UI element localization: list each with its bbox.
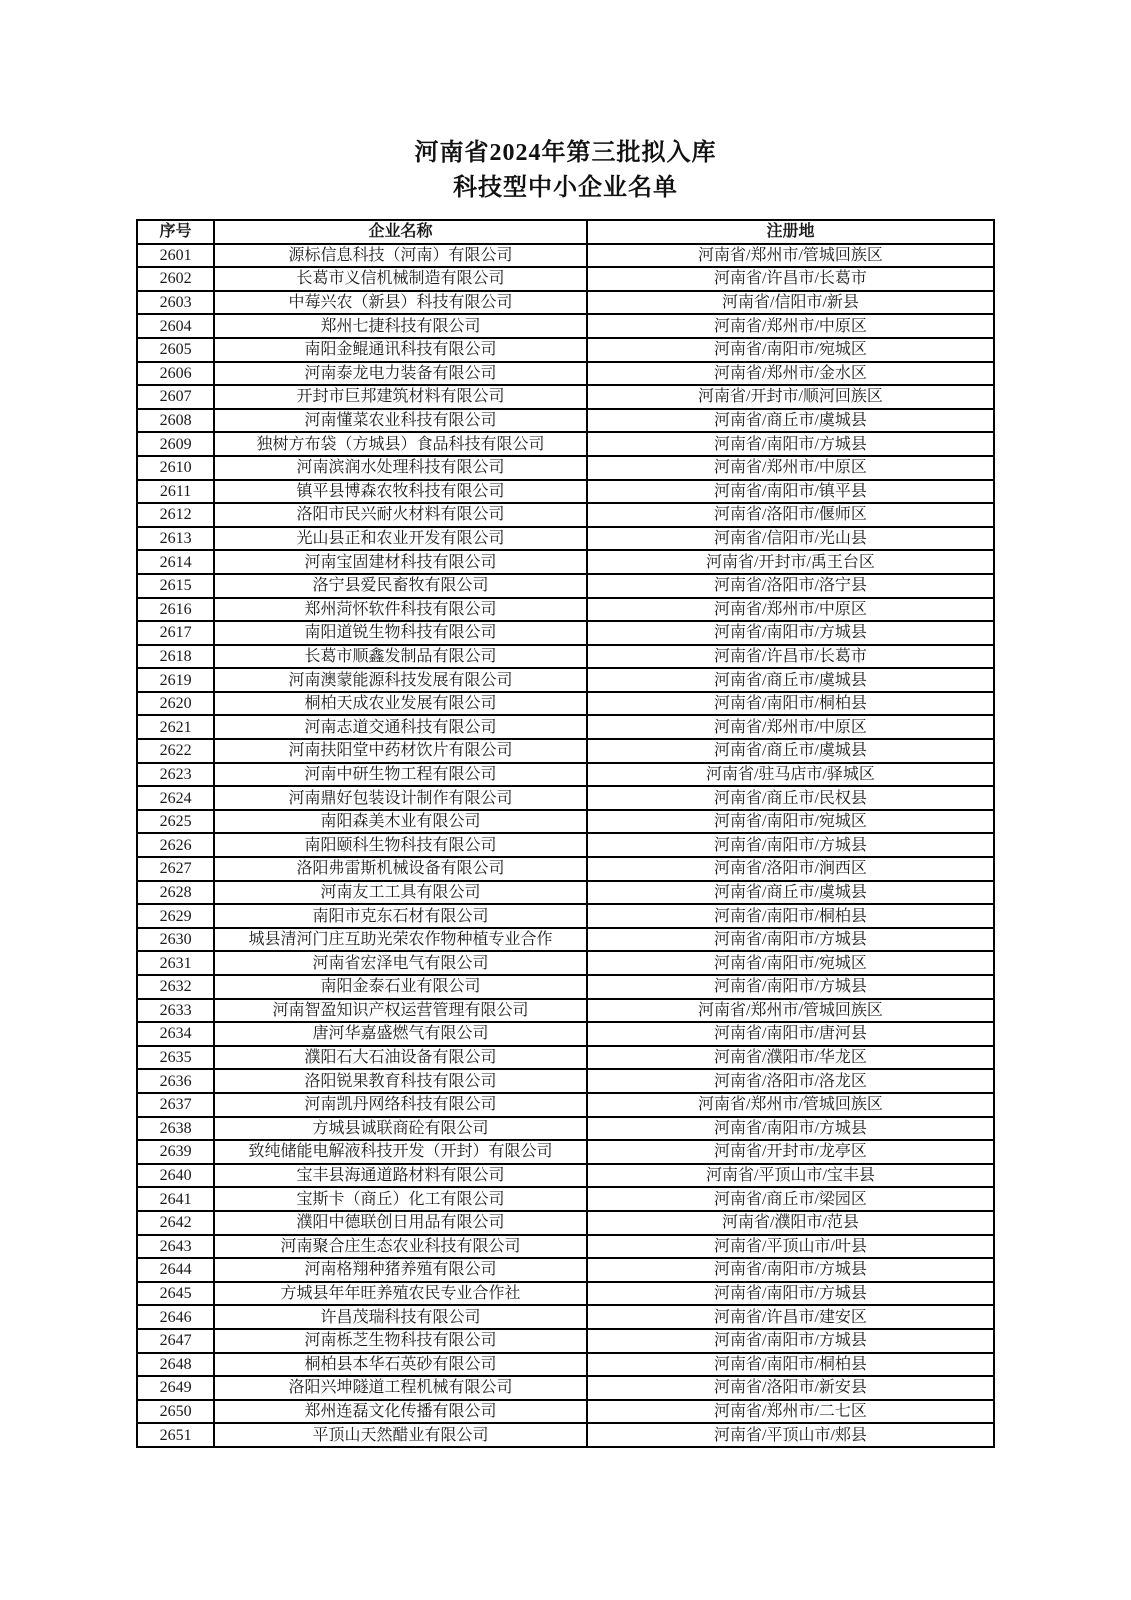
location-cell: 河南省/南阳市/方城县 — [587, 1282, 994, 1306]
company-cell: 郑州七捷科技有限公司 — [214, 314, 587, 338]
serial-cell: 2620 — [137, 692, 214, 716]
serial-cell: 2614 — [137, 550, 214, 574]
company-cell: 城县清河门庄互助光荣农作物种植专业合作 — [214, 928, 587, 952]
table-row — [137, 810, 994, 834]
location-cell: 河南省/郑州市/金水区 — [587, 362, 994, 386]
location-cell: 河南省/信阳市/新县 — [587, 291, 994, 315]
serial-cell: 2625 — [137, 810, 214, 834]
table-row — [137, 1235, 994, 1259]
location-cell: 河南省/郑州市/二七区 — [587, 1400, 994, 1424]
serial-cell: 2608 — [137, 409, 214, 433]
company-cell: 长葛市顺鑫发制品有限公司 — [214, 645, 587, 669]
serial-cell: 2633 — [137, 999, 214, 1023]
header-registration-location: 注册地 — [587, 220, 994, 244]
location-cell: 河南省/南阳市/方城县 — [587, 1258, 994, 1282]
location-cell: 河南省/驻马店市/驿城区 — [587, 763, 994, 787]
serial-cell: 2612 — [137, 503, 214, 527]
company-cell: 平顶山天然醋业有限公司 — [214, 1423, 587, 1447]
company-cell: 洛阳兴坤隧道工程机械有限公司 — [214, 1376, 587, 1400]
serial-cell: 2631 — [137, 951, 214, 975]
location-cell: 河南省/洛阳市/涧西区 — [587, 857, 994, 881]
serial-cell: 2615 — [137, 574, 214, 598]
location-cell: 河南省/许昌市/长葛市 — [587, 267, 994, 291]
document-page — [136, 0, 995, 1448]
table-row — [137, 1305, 994, 1329]
serial-cell: 2619 — [137, 668, 214, 692]
serial-cell: 2622 — [137, 739, 214, 763]
table-row — [137, 244, 994, 268]
location-cell: 河南省/商丘市/虞城县 — [587, 409, 994, 433]
serial-cell: 2616 — [137, 598, 214, 622]
location-cell: 河南省/商丘市/民权县 — [587, 786, 994, 810]
company-cell: 南阳森美木业有限公司 — [214, 810, 587, 834]
company-table — [136, 219, 995, 1448]
location-cell: 河南省/南阳市/宛城区 — [587, 338, 994, 362]
table-row — [137, 598, 994, 622]
serial-cell: 2636 — [137, 1069, 214, 1093]
table-row — [137, 692, 994, 716]
location-cell: 河南省/南阳市/方城县 — [587, 975, 994, 999]
location-cell: 河南省/郑州市/管城回族区 — [587, 1093, 994, 1117]
serial-cell: 2648 — [137, 1353, 214, 1377]
location-cell: 河南省/商丘市/虞城县 — [587, 668, 994, 692]
table-row — [137, 1376, 994, 1400]
company-cell: 河南聚合庄生态农业科技有限公司 — [214, 1235, 587, 1259]
company-cell: 方城县年年旺养殖农民专业合作社 — [214, 1282, 587, 1306]
location-cell: 河南省/南阳市/唐河县 — [587, 1022, 994, 1046]
serial-cell: 2623 — [137, 763, 214, 787]
document-title — [136, 136, 995, 206]
serial-cell: 2642 — [137, 1211, 214, 1235]
location-cell: 河南省/南阳市/宛城区 — [587, 810, 994, 834]
location-cell: 河南省/商丘市/虞城县 — [587, 881, 994, 905]
company-cell: 河南澳蒙能源科技发展有限公司 — [214, 668, 587, 692]
company-cell: 河南宝固建材科技有限公司 — [214, 550, 587, 574]
location-cell: 河南省/郑州市/中原区 — [587, 456, 994, 480]
table-row — [137, 763, 994, 787]
location-cell: 河南省/南阳市/宛城区 — [587, 951, 994, 975]
company-cell: 洛宁县爱民畜牧有限公司 — [214, 574, 587, 598]
table-row — [137, 904, 994, 928]
company-cell: 宝丰县海通道路材料有限公司 — [214, 1164, 587, 1188]
location-cell: 河南省/南阳市/方城县 — [587, 928, 994, 952]
serial-cell: 2610 — [137, 456, 214, 480]
location-cell: 河南省/郑州市/管城回族区 — [587, 244, 994, 268]
serial-cell: 2645 — [137, 1282, 214, 1306]
serial-cell: 2607 — [137, 385, 214, 409]
serial-cell: 2629 — [137, 904, 214, 928]
company-cell: 独树方布袋（方城县）食品科技有限公司 — [214, 432, 587, 456]
table-row — [137, 881, 994, 905]
serial-cell: 2632 — [137, 975, 214, 999]
table-row — [137, 314, 994, 338]
table-row — [137, 928, 994, 952]
serial-cell: 2606 — [137, 362, 214, 386]
company-cell: 郑州连磊文化传播有限公司 — [214, 1400, 587, 1424]
company-cell: 南阳市克东石材有限公司 — [214, 904, 587, 928]
serial-cell: 2611 — [137, 480, 214, 504]
serial-cell: 2640 — [137, 1164, 214, 1188]
serial-cell: 2627 — [137, 857, 214, 881]
location-cell: 河南省/南阳市/桐柏县 — [587, 692, 994, 716]
serial-cell: 2602 — [137, 267, 214, 291]
serial-cell: 2626 — [137, 833, 214, 857]
company-cell: 方城县诚联商砼有限公司 — [214, 1117, 587, 1141]
serial-cell: 2617 — [137, 621, 214, 645]
table-row — [137, 1400, 994, 1424]
company-cell: 许昌茂瑞科技有限公司 — [214, 1305, 587, 1329]
table-row — [137, 338, 994, 362]
table-row — [137, 621, 994, 645]
company-cell: 郑州菏怀软件科技有限公司 — [214, 598, 587, 622]
table-row — [137, 999, 994, 1023]
table-row — [137, 1353, 994, 1377]
table-row — [137, 857, 994, 881]
location-cell: 河南省/郑州市/中原区 — [587, 715, 994, 739]
company-cell: 河南泰龙电力装备有限公司 — [214, 362, 587, 386]
table-header-row — [137, 220, 994, 244]
company-cell: 南阳金鲲通讯科技有限公司 — [214, 338, 587, 362]
table-row — [137, 480, 994, 504]
location-cell: 河南省/濮阳市/范县 — [587, 1211, 994, 1235]
table-row — [137, 715, 994, 739]
document-title-line-2: 科技型中小企业名单 — [453, 175, 678, 201]
location-cell: 河南省/南阳市/方城县 — [587, 833, 994, 857]
table-row — [137, 786, 994, 810]
company-cell: 濮阳中德联创日用品有限公司 — [214, 1211, 587, 1235]
company-cell: 洛阳市民兴耐火材料有限公司 — [214, 503, 587, 527]
location-cell: 河南省/商丘市/虞城县 — [587, 739, 994, 763]
company-cell: 河南鼎好包装设计制作有限公司 — [214, 786, 587, 810]
location-cell: 河南省/平顶山市/叶县 — [587, 1235, 994, 1259]
serial-cell: 2621 — [137, 715, 214, 739]
location-cell: 河南省/濮阳市/华龙区 — [587, 1046, 994, 1070]
table-row — [137, 739, 994, 763]
table-row — [137, 527, 994, 551]
serial-cell: 2628 — [137, 881, 214, 905]
table-row — [137, 1211, 994, 1235]
serial-cell: 2638 — [137, 1117, 214, 1141]
company-cell: 唐河华嘉盛燃气有限公司 — [214, 1022, 587, 1046]
serial-cell: 2604 — [137, 314, 214, 338]
company-cell: 源标信息科技（河南）有限公司 — [214, 244, 587, 268]
serial-cell: 2651 — [137, 1423, 214, 1447]
table-row — [137, 1140, 994, 1164]
table-row — [137, 1258, 994, 1282]
location-cell: 河南省/开封市/禹王台区 — [587, 550, 994, 574]
company-cell: 洛阳弗雷斯机械设备有限公司 — [214, 857, 587, 881]
table-row — [137, 645, 994, 669]
table-row — [137, 833, 994, 857]
company-cell: 濮阳石大石油设备有限公司 — [214, 1046, 587, 1070]
serial-cell: 2641 — [137, 1187, 214, 1211]
table-row — [137, 432, 994, 456]
location-cell: 河南省/南阳市/方城县 — [587, 1117, 994, 1141]
serial-cell: 2637 — [137, 1093, 214, 1117]
location-cell: 河南省/洛阳市/洛龙区 — [587, 1069, 994, 1093]
table-row — [137, 951, 994, 975]
serial-cell: 2609 — [137, 432, 214, 456]
serial-cell: 2639 — [137, 1140, 214, 1164]
location-cell: 河南省/南阳市/方城县 — [587, 432, 994, 456]
location-cell: 河南省/南阳市/方城县 — [587, 1329, 994, 1353]
table-row — [137, 1329, 994, 1353]
serial-cell: 2644 — [137, 1258, 214, 1282]
company-cell: 南阳金泰石业有限公司 — [214, 975, 587, 999]
serial-cell: 2646 — [137, 1305, 214, 1329]
location-cell: 河南省/平顶山市/郏县 — [587, 1423, 994, 1447]
location-cell: 河南省/信阳市/光山县 — [587, 527, 994, 551]
table-row — [137, 1069, 994, 1093]
table-row — [137, 362, 994, 386]
serial-cell: 2643 — [137, 1235, 214, 1259]
serial-cell: 2601 — [137, 244, 214, 268]
location-cell: 河南省/南阳市/镇平县 — [587, 480, 994, 504]
table-row — [137, 1282, 994, 1306]
company-cell: 河南志道交通科技有限公司 — [214, 715, 587, 739]
table-row — [137, 1046, 994, 1070]
location-cell: 河南省/开封市/龙亭区 — [587, 1140, 994, 1164]
serial-cell: 2624 — [137, 786, 214, 810]
table-row — [137, 1423, 994, 1447]
company-cell: 河南懂菜农业科技有限公司 — [214, 409, 587, 433]
company-cell: 南阳道锐生物科技有限公司 — [214, 621, 587, 645]
company-cell: 河南友工工具有限公司 — [214, 881, 587, 905]
location-cell: 河南省/郑州市/中原区 — [587, 598, 994, 622]
company-cell: 河南扶阳堂中药材饮片有限公司 — [214, 739, 587, 763]
location-cell: 河南省/南阳市/桐柏县 — [587, 904, 994, 928]
serial-cell: 2613 — [137, 527, 214, 551]
company-cell: 桐柏天成农业发展有限公司 — [214, 692, 587, 716]
table-row — [137, 456, 994, 480]
table-row — [137, 267, 994, 291]
company-cell: 致纯储能电解液科技开发（开封）有限公司 — [214, 1140, 587, 1164]
table-row — [137, 1093, 994, 1117]
table-row — [137, 1022, 994, 1046]
company-cell: 桐柏县本华石英砂有限公司 — [214, 1353, 587, 1377]
serial-cell: 2618 — [137, 645, 214, 669]
location-cell: 河南省/许昌市/长葛市 — [587, 645, 994, 669]
header-company-name: 企业名称 — [214, 220, 587, 244]
serial-cell: 2650 — [137, 1400, 214, 1424]
table-row — [137, 550, 994, 574]
location-cell: 河南省/开封市/顺河回族区 — [587, 385, 994, 409]
company-cell: 镇平县博森农牧科技有限公司 — [214, 480, 587, 504]
table-row — [137, 975, 994, 999]
company-cell: 光山县正和农业开发有限公司 — [214, 527, 587, 551]
serial-cell: 2603 — [137, 291, 214, 315]
table-row — [137, 409, 994, 433]
company-cell: 宝斯卡（商丘）化工有限公司 — [214, 1187, 587, 1211]
serial-cell: 2647 — [137, 1329, 214, 1353]
location-cell: 河南省/郑州市/中原区 — [587, 314, 994, 338]
company-cell: 开封市巨邦建筑材料有限公司 — [214, 385, 587, 409]
location-cell: 河南省/洛阳市/洛宁县 — [587, 574, 994, 598]
table-row — [137, 1164, 994, 1188]
serial-cell: 2630 — [137, 928, 214, 952]
serial-cell: 2635 — [137, 1046, 214, 1070]
company-cell: 河南中研生物工程有限公司 — [214, 763, 587, 787]
location-cell: 河南省/洛阳市/偃师区 — [587, 503, 994, 527]
location-cell: 河南省/平顶山市/宝丰县 — [587, 1164, 994, 1188]
location-cell: 河南省/郑州市/管城回族区 — [587, 999, 994, 1023]
company-cell: 河南栎芝生物科技有限公司 — [214, 1329, 587, 1353]
table-row — [137, 668, 994, 692]
company-cell: 河南省宏泽电气有限公司 — [214, 951, 587, 975]
company-cell: 河南格翔种猪养殖有限公司 — [214, 1258, 587, 1282]
table-row — [137, 291, 994, 315]
serial-cell: 2649 — [137, 1376, 214, 1400]
table-row — [137, 503, 994, 527]
serial-cell: 2605 — [137, 338, 214, 362]
table-row — [137, 385, 994, 409]
serial-cell: 2634 — [137, 1022, 214, 1046]
location-cell: 河南省/南阳市/桐柏县 — [587, 1353, 994, 1377]
company-cell: 河南智盈知识产权运营管理有限公司 — [214, 999, 587, 1023]
company-cell: 南阳颐科生物科技有限公司 — [214, 833, 587, 857]
location-cell: 河南省/洛阳市/新安县 — [587, 1376, 994, 1400]
company-cell: 中莓兴农（新县）科技有限公司 — [214, 291, 587, 315]
company-cell: 洛阳锐果教育科技有限公司 — [214, 1069, 587, 1093]
company-cell: 河南滨润水处理科技有限公司 — [214, 456, 587, 480]
table-row — [137, 574, 994, 598]
company-cell: 长葛市义信机械制造有限公司 — [214, 267, 587, 291]
table-row — [137, 1117, 994, 1141]
location-cell: 河南省/南阳市/方城县 — [587, 621, 994, 645]
table-row — [137, 1187, 994, 1211]
header-serial: 序号 — [137, 220, 214, 244]
location-cell: 河南省/许昌市/建安区 — [587, 1305, 994, 1329]
location-cell: 河南省/商丘市/梁园区 — [587, 1187, 994, 1211]
document-title-line-1: 河南省2024年第三批拟入库 — [414, 140, 717, 166]
company-cell: 河南凯丹网络科技有限公司 — [214, 1093, 587, 1117]
